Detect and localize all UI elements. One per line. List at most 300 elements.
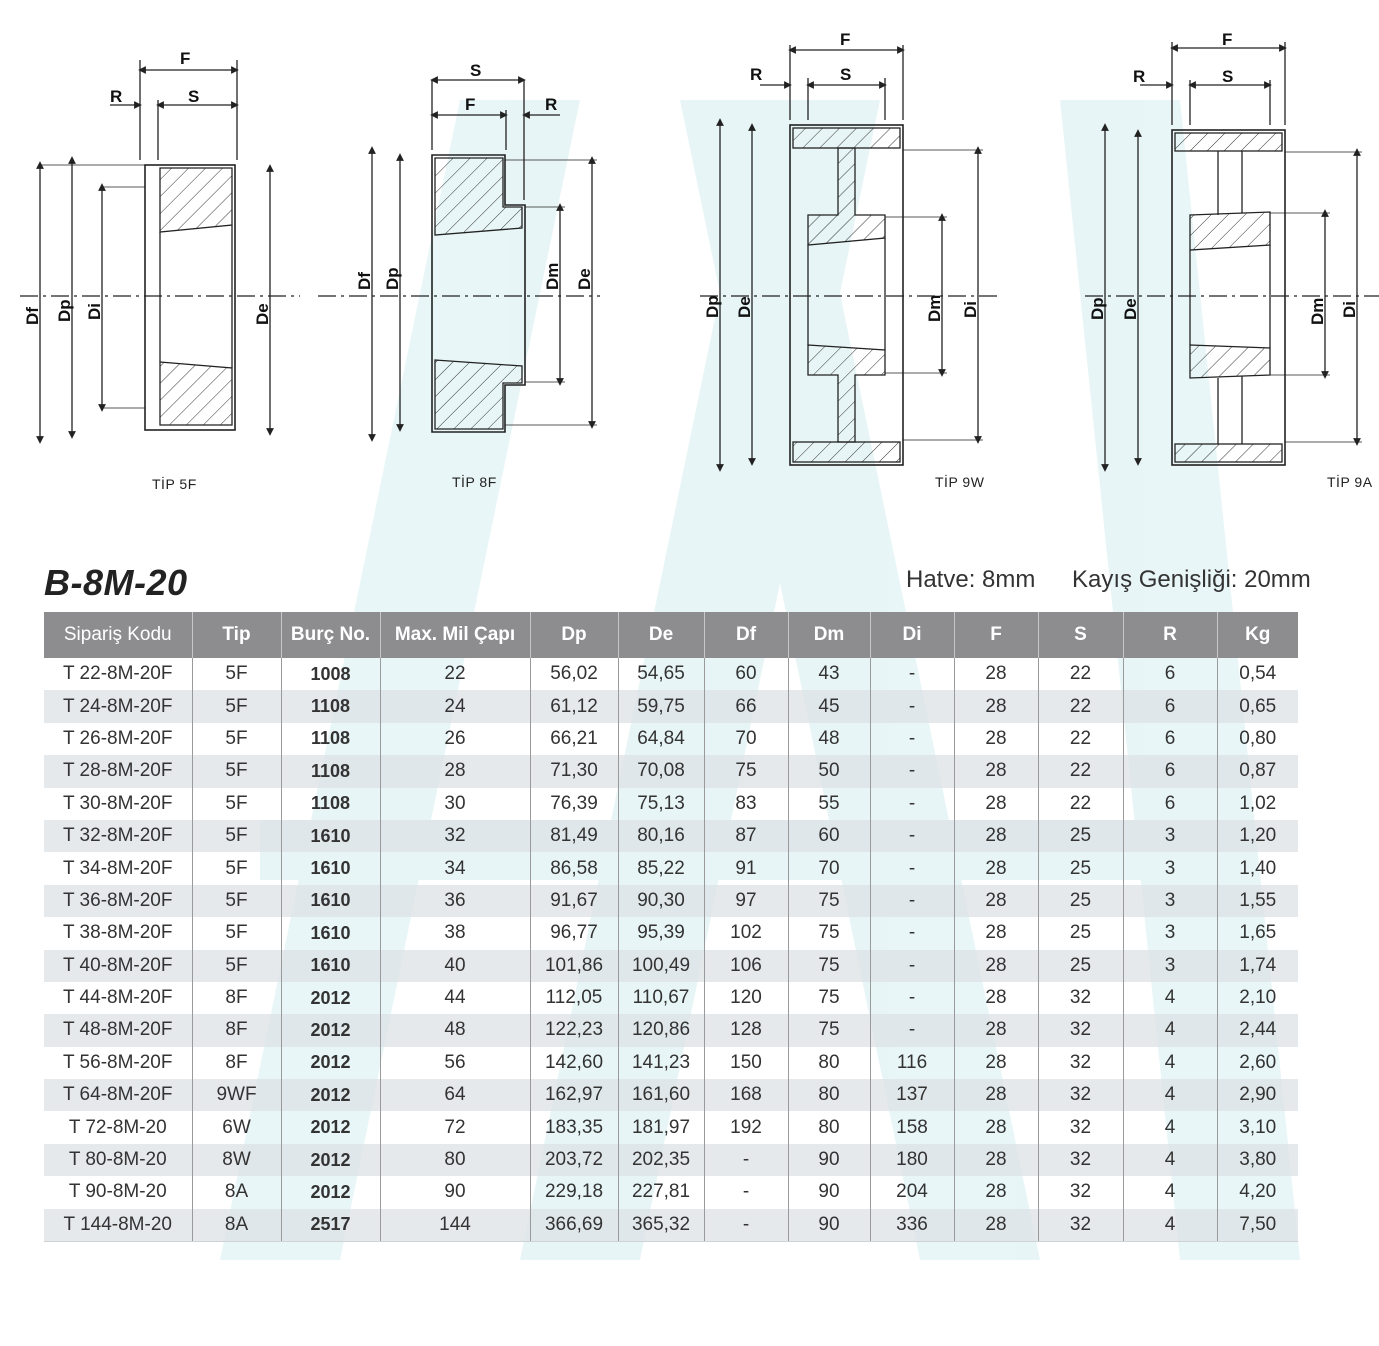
- table-cell: 64,84: [618, 723, 704, 755]
- table-cell: 22: [380, 658, 530, 690]
- table-cell: 2012: [281, 1111, 380, 1143]
- table-header-row: [44, 612, 1298, 658]
- table-cell: -: [870, 917, 954, 949]
- table-cell: 0,87: [1217, 755, 1298, 787]
- table-cell: 3: [1123, 885, 1217, 917]
- label-s: S: [188, 87, 200, 106]
- table-cell: 80: [788, 1111, 870, 1143]
- table-cell: 22: [1038, 723, 1123, 755]
- table-cell: 66: [704, 690, 788, 722]
- table-cell: 1610: [281, 820, 380, 852]
- label-f: F: [180, 49, 191, 68]
- table-cell: T 22-8M-20F: [63, 663, 173, 685]
- table-cell: 56,02: [530, 658, 618, 690]
- table-cell: 70: [788, 852, 870, 884]
- table-cell: 96,77: [530, 917, 618, 949]
- table-cell: 28: [954, 788, 1038, 820]
- table-cell: 75: [704, 755, 788, 787]
- label-dm: Dm: [925, 294, 944, 322]
- table-row: [44, 820, 1298, 852]
- table-row: [44, 852, 1298, 884]
- table-cell: T 36-8M-20F: [44, 885, 192, 917]
- table-cell: 28: [954, 1144, 1038, 1176]
- table-cell: 22: [1038, 658, 1123, 690]
- table-cell: 112,05: [530, 982, 618, 1014]
- table-cell: 5F: [192, 690, 281, 722]
- table-cell: 1,02: [1217, 788, 1298, 820]
- label-dp: Dp: [1088, 297, 1107, 320]
- table-row: [44, 755, 1298, 787]
- table-cell: 3: [1123, 917, 1217, 949]
- table-cell: 4: [1123, 1144, 1217, 1176]
- table-cell: 59,75: [618, 690, 704, 722]
- table-cell: 5F: [192, 755, 281, 787]
- column-header: Sipariş Kodu: [44, 612, 192, 658]
- table-cell: -: [704, 1209, 788, 1242]
- table-cell: -: [870, 1014, 954, 1046]
- diagram-tip-9a: [1085, 42, 1379, 468]
- column-header: Di: [870, 612, 954, 658]
- table-body: [44, 658, 1298, 1242]
- table-cell: 161,60: [618, 1079, 704, 1111]
- table-cell: 116: [870, 1047, 954, 1079]
- table-cell: T 34-8M-20F: [63, 857, 173, 879]
- table-cell: T 56-8M-20F: [63, 1051, 173, 1073]
- table-cell: 227,81: [618, 1176, 704, 1208]
- table-cell: 168: [704, 1079, 788, 1111]
- column-header: Burç No.: [281, 612, 380, 658]
- table-cell: 1008: [281, 658, 380, 690]
- table-cell: 25: [1038, 917, 1123, 949]
- table-cell: 75: [788, 917, 870, 949]
- table-cell: 120: [704, 982, 788, 1014]
- table-cell: 28: [954, 723, 1038, 755]
- column-header: Dp: [530, 612, 618, 658]
- label-de: De: [1121, 298, 1140, 320]
- table-cell: 83: [704, 788, 788, 820]
- table-cell: 2,60: [1217, 1047, 1298, 1079]
- table-cell: 90: [788, 1176, 870, 1208]
- diagram-tip-8f: [318, 80, 600, 438]
- column-header: R: [1123, 612, 1217, 658]
- table-cell: 2,44: [1217, 1014, 1298, 1046]
- table-cell: 97: [704, 885, 788, 917]
- table-cell: 120,86: [618, 1014, 704, 1046]
- table-row: [44, 1079, 1298, 1111]
- table-cell: 180: [870, 1144, 954, 1176]
- table-cell: 0,80: [1217, 723, 1298, 755]
- table-row: [44, 1144, 1298, 1176]
- table-cell: 4: [1123, 1111, 1217, 1143]
- table-cell: 3,80: [1217, 1144, 1298, 1176]
- table-cell: 336: [870, 1209, 954, 1242]
- table-cell: -: [870, 820, 954, 852]
- technical-drawings: [0, 0, 1379, 520]
- table-cell: 0,54: [1217, 658, 1298, 690]
- table-cell: 28: [954, 755, 1038, 787]
- table-cell: 90: [380, 1176, 530, 1208]
- table-cell: 32: [380, 820, 530, 852]
- table-cell: 32: [1038, 1209, 1123, 1242]
- table-cell: 70: [704, 723, 788, 755]
- table-cell: 3,10: [1217, 1111, 1298, 1143]
- table-cell: 30: [380, 788, 530, 820]
- table-cell: 1108: [281, 723, 380, 755]
- table-cell: 1108: [281, 788, 380, 820]
- table-cell: 128: [704, 1014, 788, 1046]
- table-cell: 6: [1123, 723, 1217, 755]
- label-df: Df: [23, 307, 42, 325]
- label-s: S: [1222, 67, 1234, 86]
- table-cell: 75: [788, 950, 870, 982]
- table-cell: 25: [1038, 820, 1123, 852]
- label-de: De: [253, 303, 272, 325]
- label-df: Df: [355, 272, 374, 290]
- table-cell: T 80-8M-20: [44, 1144, 192, 1176]
- label-de: De: [575, 268, 594, 290]
- column-header: De: [618, 612, 704, 658]
- table-cell: 4: [1123, 1047, 1217, 1079]
- table-cell: -: [870, 852, 954, 884]
- model-title: B-8M-20: [44, 562, 188, 603]
- table-cell: 71,30: [530, 755, 618, 787]
- table-cell: 55: [788, 788, 870, 820]
- table-cell: T 48-8M-20F: [44, 1014, 192, 1046]
- table-cell: 6W: [192, 1111, 281, 1143]
- table-cell: T 28-8M-20F: [44, 755, 192, 787]
- table-cell: 85,22: [618, 852, 704, 884]
- table-cell: 141,23: [618, 1047, 704, 1079]
- label-dp: Dp: [383, 267, 402, 290]
- table-cell: 80,16: [618, 820, 704, 852]
- table-cell: 2012: [281, 982, 380, 1014]
- table-cell: 110,67: [618, 982, 704, 1014]
- table-cell: 365,32: [618, 1209, 704, 1242]
- table-cell: 4: [1123, 1209, 1217, 1242]
- table-cell: T 72-8M-20: [68, 1116, 167, 1138]
- table-cell: 36: [380, 885, 530, 917]
- table-cell: 1108: [281, 755, 380, 787]
- table-cell: 5F: [192, 788, 281, 820]
- column-header: Max. Mil Çapı: [380, 612, 530, 658]
- tip-8f-label: TİP 8F: [452, 474, 497, 490]
- table-row: [44, 1209, 1298, 1242]
- table-cell: 5F: [192, 658, 281, 690]
- table-cell: 2012: [281, 1014, 380, 1046]
- table-cell: 100,49: [618, 950, 704, 982]
- column-header: Dm: [788, 612, 870, 658]
- table-cell: -: [704, 1144, 788, 1176]
- table-cell: 4: [1123, 1014, 1217, 1046]
- tip-9a-label: TİP 9A: [1327, 474, 1373, 490]
- table-cell: 183,35: [530, 1111, 618, 1143]
- table-cell: 5F: [192, 723, 281, 755]
- table-cell: 75: [788, 1014, 870, 1046]
- table-cell: -: [870, 885, 954, 917]
- table-cell: 366,69: [530, 1209, 618, 1242]
- table-cell: 6: [1123, 788, 1217, 820]
- table-cell: 2012: [281, 1047, 380, 1079]
- table-cell: 61,12: [530, 690, 618, 722]
- table-cell: 32: [1038, 1111, 1123, 1143]
- table-cell: 5F: [192, 885, 281, 917]
- table-cell: 1,65: [1217, 917, 1298, 949]
- table-cell: 72: [380, 1111, 530, 1143]
- label-f: F: [840, 30, 851, 49]
- table-cell: 26: [380, 723, 530, 755]
- table-cell: 202,35: [618, 1144, 704, 1176]
- table-row: [44, 723, 1298, 755]
- table-cell: 54,65: [618, 658, 704, 690]
- table-cell: 66,21: [530, 723, 618, 755]
- tip-5f-label: TİP 5F: [152, 476, 197, 492]
- pitch-spec: Hatve: 8mm: [906, 566, 1036, 593]
- label-dp: Dp: [703, 295, 722, 318]
- table-cell: 28: [954, 1176, 1038, 1208]
- table-cell: 70,08: [618, 755, 704, 787]
- table-row: [44, 982, 1298, 1014]
- table-cell: 203,72: [530, 1144, 618, 1176]
- table-cell: 101,86: [530, 950, 618, 982]
- table-cell: -: [704, 1176, 788, 1208]
- column-header: Kg: [1217, 612, 1298, 658]
- table-cell: 91: [704, 852, 788, 884]
- table-cell: 50: [788, 755, 870, 787]
- table-cell: 0,65: [1217, 690, 1298, 722]
- table-cell: 9WF: [192, 1079, 281, 1111]
- table-cell: 1610: [281, 885, 380, 917]
- table-row: [44, 1176, 1298, 1208]
- table-row: [44, 1111, 1298, 1143]
- table-cell: 1610: [281, 852, 380, 884]
- column-header: F: [954, 612, 1038, 658]
- table-cell: 8F: [192, 1014, 281, 1046]
- table-cell: 22: [1038, 788, 1123, 820]
- table-cell: 1,40: [1217, 852, 1298, 884]
- table-row: [44, 690, 1298, 722]
- label-dp: Dp: [55, 299, 74, 322]
- table-cell: 90: [788, 1209, 870, 1242]
- table-cell: 28: [380, 755, 530, 787]
- label-f: F: [1222, 30, 1233, 49]
- table-cell: 28: [954, 1047, 1038, 1079]
- table-row: [44, 658, 1298, 690]
- table-cell: 8A: [192, 1176, 281, 1208]
- table-cell: 158: [870, 1111, 954, 1143]
- table-cell: 48: [380, 1014, 530, 1046]
- table-cell: 1610: [281, 917, 380, 949]
- label-f: F: [465, 95, 476, 114]
- table-row: [44, 950, 1298, 982]
- table-cell: 8A: [192, 1209, 281, 1242]
- table-cell: 25: [1038, 885, 1123, 917]
- table-cell: 28: [954, 1014, 1038, 1046]
- table-cell: 144: [380, 1209, 530, 1242]
- label-s: S: [470, 61, 482, 80]
- table-cell: 1610: [281, 950, 380, 982]
- table-cell: 75: [788, 982, 870, 1014]
- table-cell: 5F: [192, 950, 281, 982]
- table-cell: 64: [380, 1079, 530, 1111]
- label-r: R: [545, 95, 558, 114]
- table-cell: 2,10: [1217, 982, 1298, 1014]
- table-cell: 2,90: [1217, 1079, 1298, 1111]
- table-cell: -: [870, 950, 954, 982]
- table-cell: 24: [380, 690, 530, 722]
- label-r: R: [750, 65, 763, 84]
- table-cell: T 44-8M-20F: [63, 987, 173, 1009]
- table-cell: 8W: [192, 1144, 281, 1176]
- table-cell: 1,20: [1217, 820, 1298, 852]
- table-cell: 142,60: [530, 1047, 618, 1079]
- column-header: S: [1038, 612, 1123, 658]
- specs: [906, 566, 1311, 594]
- table-cell: 6: [1123, 690, 1217, 722]
- table-cell: T 32-8M-20F: [44, 820, 192, 852]
- table-cell: 28: [954, 658, 1038, 690]
- table-cell: 28: [954, 1079, 1038, 1111]
- label-de: De: [735, 296, 754, 318]
- table-cell: 90,30: [618, 885, 704, 917]
- table-row: [44, 885, 1298, 917]
- table-cell: 150: [704, 1047, 788, 1079]
- table-cell: 75,13: [618, 788, 704, 820]
- table-cell: 181,97: [618, 1111, 704, 1143]
- table-cell: T 38-8M-20F: [63, 922, 173, 944]
- table-cell: -: [870, 690, 954, 722]
- table-cell: 28: [954, 852, 1038, 884]
- table-cell: 48: [788, 723, 870, 755]
- table-cell: 44: [380, 982, 530, 1014]
- table-cell: -: [870, 982, 954, 1014]
- label-r: R: [110, 87, 123, 106]
- table-cell: 1,74: [1217, 950, 1298, 982]
- table-row: [44, 788, 1298, 820]
- table-cell: 6: [1123, 755, 1217, 787]
- table-cell: 80: [380, 1144, 530, 1176]
- table-cell: -: [870, 788, 954, 820]
- table-cell: 192: [704, 1111, 788, 1143]
- table-cell: 8F: [192, 982, 281, 1014]
- table-cell: 28: [954, 1111, 1038, 1143]
- table-cell: 32: [1038, 982, 1123, 1014]
- label-dm: Dm: [1308, 297, 1327, 325]
- label-di: Di: [85, 303, 104, 320]
- table-cell: 87: [704, 820, 788, 852]
- table-row: [44, 1014, 1298, 1046]
- table-cell: T 40-8M-20F: [44, 950, 192, 982]
- table-cell: -: [870, 755, 954, 787]
- table-cell: 4: [1123, 1079, 1217, 1111]
- table-cell: 2012: [281, 1079, 380, 1111]
- table-cell: 75: [788, 885, 870, 917]
- table-cell: 2012: [281, 1144, 380, 1176]
- table-cell: T 26-8M-20F: [63, 727, 173, 749]
- table-cell: T 90-8M-20: [68, 1181, 167, 1203]
- table-cell: 76,39: [530, 788, 618, 820]
- table-cell: 6: [1123, 658, 1217, 690]
- table-cell: 90: [788, 1144, 870, 1176]
- table-cell: 137: [870, 1079, 954, 1111]
- table-cell: 229,18: [530, 1176, 618, 1208]
- table-cell: 4: [1123, 1176, 1217, 1208]
- table-cell: -: [870, 658, 954, 690]
- table-cell: 60: [788, 820, 870, 852]
- table-cell: 8F: [192, 1047, 281, 1079]
- table-cell: 28: [954, 982, 1038, 1014]
- table-cell: 28: [954, 1209, 1038, 1242]
- table-cell: 95,39: [618, 917, 704, 949]
- label-s: S: [840, 65, 852, 84]
- label-di: Di: [1340, 301, 1359, 318]
- table-cell: 22: [1038, 755, 1123, 787]
- column-header: Df: [704, 612, 788, 658]
- belt-width-spec: Kayış Genişliği: 20mm: [1072, 566, 1311, 593]
- table-cell: 204: [870, 1176, 954, 1208]
- table-cell: 80: [788, 1079, 870, 1111]
- table-cell: 4,20: [1217, 1176, 1298, 1208]
- diagram-tip-9w: [700, 45, 1000, 468]
- table-cell: 7,50: [1217, 1209, 1298, 1242]
- table-cell: 162,97: [530, 1079, 618, 1111]
- table-cell: 32: [1038, 1079, 1123, 1111]
- table-cell: 25: [1038, 852, 1123, 884]
- table-row: [44, 917, 1298, 949]
- table-cell: 91,67: [530, 885, 618, 917]
- table-cell: 3: [1123, 820, 1217, 852]
- table-cell: 40: [380, 950, 530, 982]
- label-r: R: [1133, 67, 1146, 86]
- diagram-tip-5f: [20, 60, 300, 440]
- table-cell: 81,49: [530, 820, 618, 852]
- column-header: Tip: [192, 612, 281, 658]
- spec-table: [44, 612, 1298, 1242]
- table-cell: 28: [954, 950, 1038, 982]
- tip-9w-label: TİP 9W: [935, 474, 985, 490]
- table-cell: 102: [704, 917, 788, 949]
- table-cell: 80: [788, 1047, 870, 1079]
- table-cell: 43: [788, 658, 870, 690]
- label-dm: Dm: [543, 262, 562, 290]
- table-cell: 106: [704, 950, 788, 982]
- label-di: Di: [961, 301, 980, 318]
- table-cell: T 64-8M-20F: [44, 1079, 192, 1111]
- table-cell: 122,23: [530, 1014, 618, 1046]
- table-cell: 1108: [281, 690, 380, 722]
- table-cell: T 30-8M-20F: [63, 792, 173, 814]
- table-cell: 45: [788, 690, 870, 722]
- table-cell: T 24-8M-20F: [44, 690, 192, 722]
- table-cell: 32: [1038, 1144, 1123, 1176]
- table-cell: 5F: [192, 917, 281, 949]
- table-cell: 28: [954, 917, 1038, 949]
- table-cell: 38: [380, 917, 530, 949]
- table-row: [44, 1047, 1298, 1079]
- table-cell: -: [870, 723, 954, 755]
- table-cell: 5F: [192, 852, 281, 884]
- table-cell: 56: [380, 1047, 530, 1079]
- table-cell: 25: [1038, 950, 1123, 982]
- table-cell: 32: [1038, 1014, 1123, 1046]
- table-cell: 2012: [281, 1176, 380, 1208]
- table-cell: 22: [1038, 690, 1123, 722]
- table-cell: 32: [1038, 1047, 1123, 1079]
- table-cell: 32: [1038, 1176, 1123, 1208]
- table-cell: 2517: [281, 1209, 380, 1242]
- table-cell: 28: [954, 885, 1038, 917]
- table-cell: 34: [380, 852, 530, 884]
- table-cell: 86,58: [530, 852, 618, 884]
